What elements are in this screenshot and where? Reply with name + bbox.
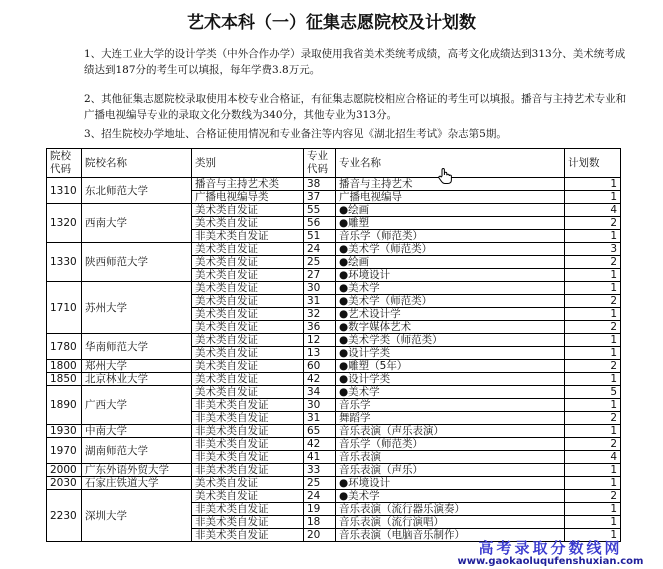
major-code-cell: 24	[304, 490, 336, 503]
category-cell: 美术类自发证	[192, 269, 304, 282]
school-code-cell: 2230	[47, 490, 82, 542]
category-cell: 非美术类自发证	[192, 451, 304, 464]
header-major-code: 专业代码	[304, 149, 336, 178]
category-cell: 美术类自发证	[192, 282, 304, 295]
category-cell: 非美术类自发证	[192, 230, 304, 243]
header-school-code: 院校代码	[47, 149, 82, 178]
plan-cell: 2	[565, 490, 621, 503]
school-name-cell: 华南师范大学	[82, 334, 192, 360]
category-cell: 播音与主持艺术类	[192, 178, 304, 191]
major-code-cell: 37	[304, 191, 336, 204]
note-3: 3、招生院校办学地址、合格证使用情况和专业备注等内容见《湖北招生考试》杂志第5期。	[84, 128, 507, 140]
note-2: 2、其他征集志愿院校录取使用本校专业合格证，有征集志愿院校相应合格证的考生可以填报。播音与主持艺术专业和广播电视编导专业的录取文化分数线为340分，其他专业为313分。	[84, 93, 627, 121]
table-row	[47, 282, 621, 295]
school-code-cell: 1800	[47, 360, 82, 373]
major-code-cell: 25	[304, 477, 336, 490]
major-code-cell: 32	[304, 308, 336, 321]
major-name-cell: ●绘画	[336, 204, 565, 217]
plan-cell: 1	[565, 529, 621, 542]
major-name-cell: ●美术学	[336, 490, 565, 503]
plan-cell: 3	[565, 243, 621, 256]
major-code-cell: 41	[304, 451, 336, 464]
watermark	[438, 540, 663, 568]
school-name-cell: 中南大学	[82, 425, 192, 438]
plan-cell: 2	[565, 412, 621, 425]
category-cell: 美术类自发证	[192, 490, 304, 503]
category-cell: 美术类自发证	[192, 217, 304, 230]
major-code-cell: 56	[304, 217, 336, 230]
major-name-cell: 音乐学（师范类）	[336, 230, 565, 243]
table-row	[47, 178, 621, 191]
school-code-cell: 1890	[47, 386, 82, 425]
major-code-cell: 25	[304, 256, 336, 269]
table-row	[47, 373, 621, 386]
plan-cell: 1	[565, 425, 621, 438]
major-name-cell: 音乐表演（流行演唱）	[336, 516, 565, 529]
major-code-cell: 60	[304, 360, 336, 373]
major-name-cell: 舞蹈学	[336, 412, 565, 425]
major-code-cell: 34	[304, 386, 336, 399]
table-body	[47, 178, 621, 542]
category-cell: 广播电视编导类	[192, 191, 304, 204]
major-name-cell: ●艺术设计学	[336, 308, 565, 321]
category-cell: 美术类自发证	[192, 386, 304, 399]
major-code-cell: 12	[304, 334, 336, 347]
school-code-cell: 1330	[47, 243, 82, 282]
major-code-cell: 31	[304, 412, 336, 425]
plan-cell: 2	[565, 295, 621, 308]
major-name-cell: 播音与主持艺术	[336, 178, 565, 191]
major-code-cell: 38	[304, 178, 336, 191]
category-cell: 非美术类自发证	[192, 399, 304, 412]
major-name-cell: ●环境设计	[336, 477, 565, 490]
plan-cell: 4	[565, 204, 621, 217]
header-school-name: 院校名称	[82, 149, 192, 178]
category-cell: 非美术类自发证	[192, 529, 304, 542]
category-cell: 非美术类自发证	[192, 516, 304, 529]
plan-cell: 2	[565, 217, 621, 230]
major-name-cell: 音乐学	[336, 399, 565, 412]
major-name-cell: ●美术学	[336, 282, 565, 295]
plan-cell: 1	[565, 477, 621, 490]
school-code-cell: 1320	[47, 204, 82, 243]
major-code-cell: 33	[304, 464, 336, 477]
major-name-cell: ●美术学（师范类）	[336, 243, 565, 256]
school-name-cell: 苏州大学	[82, 282, 192, 334]
school-code-cell: 2030	[47, 477, 82, 490]
school-code-cell: 1850	[47, 373, 82, 386]
major-code-cell: 27	[304, 269, 336, 282]
table-row	[47, 334, 621, 347]
plan-cell: 2	[565, 360, 621, 373]
school-name-cell: 深圳大学	[82, 490, 192, 542]
major-code-cell: 55	[304, 204, 336, 217]
school-name-cell: 郑州大学	[82, 360, 192, 373]
school-name-cell: 北京林业大学	[82, 373, 192, 386]
table-row	[47, 425, 621, 438]
major-code-cell: 20	[304, 529, 336, 542]
major-code-cell: 65	[304, 425, 336, 438]
school-name-cell: 石家庄铁道大学	[82, 477, 192, 490]
plan-cell: 1	[565, 503, 621, 516]
category-cell: 非美术类自发证	[192, 464, 304, 477]
watermark-url: www.gaokaoluqufenshuxian.com	[457, 556, 644, 567]
header-category: 类别	[192, 149, 304, 178]
plan-cell: 5	[565, 386, 621, 399]
note-1: 1、大连工业大学的设计学类（中外合作办学）录取使用我省美术类统考成绩，高考文化成绩达到313分、美术统考成绩达到187分的考生可以填报，每年学费3.8万元。	[84, 48, 626, 76]
category-cell: 美术类自发证	[192, 295, 304, 308]
plan-cell: 1	[565, 516, 621, 529]
major-code-cell: 30	[304, 399, 336, 412]
major-name-cell: ●环境设计	[336, 269, 565, 282]
table-row	[47, 490, 621, 503]
header-major-name: 专业名称	[336, 149, 565, 178]
major-name-cell: ●设计学类	[336, 347, 565, 360]
major-code-cell: 18	[304, 516, 336, 529]
plan-cell: 1	[565, 464, 621, 477]
table-row	[47, 438, 621, 451]
category-cell: 非美术类自发证	[192, 425, 304, 438]
table-row	[47, 243, 621, 256]
plan-cell: 4	[565, 451, 621, 464]
major-name-cell: ●美术学	[336, 386, 565, 399]
major-name-cell: ●美术学（师范类）	[336, 295, 565, 308]
major-code-cell: 51	[304, 230, 336, 243]
plan-cell: 1	[565, 347, 621, 360]
major-name-cell: 音乐表演（电脑音乐制作）	[336, 529, 565, 542]
major-name-cell: ●绘画	[336, 256, 565, 269]
school-name-cell: 陕西师范大学	[82, 243, 192, 282]
plan-cell: 1	[565, 334, 621, 347]
plan-cell: 1	[565, 373, 621, 386]
school-code-cell: 1310	[47, 178, 82, 204]
header-plan: 计划数	[565, 149, 621, 178]
major-code-cell: 42	[304, 373, 336, 386]
school-code-cell: 2000	[47, 464, 82, 477]
major-code-cell: 42	[304, 438, 336, 451]
school-code-cell: 1970	[47, 438, 82, 464]
category-cell: 美术类自发证	[192, 347, 304, 360]
category-cell: 美术类自发证	[192, 477, 304, 490]
table-row	[47, 204, 621, 217]
category-cell: 美术类自发证	[192, 360, 304, 373]
category-cell: 美术类自发证	[192, 204, 304, 217]
plan-cell: 1	[565, 282, 621, 295]
table-row	[47, 360, 621, 373]
major-name-cell: ●数字媒体艺术	[336, 321, 565, 334]
plan-cell: 1	[565, 230, 621, 243]
major-code-cell: 36	[304, 321, 336, 334]
plan-cell: 2	[565, 438, 621, 451]
major-name-cell: ●雕塑	[336, 217, 565, 230]
school-name-cell: 广东外语外贸大学	[82, 464, 192, 477]
major-name-cell: 音乐表演（流行器乐演奏）	[336, 503, 565, 516]
major-name-cell: ●设计学类	[336, 373, 565, 386]
category-cell: 美术类自发证	[192, 373, 304, 386]
category-cell: 非美术类自发证	[192, 503, 304, 516]
major-code-cell: 31	[304, 295, 336, 308]
school-name-cell: 湖南师范大学	[82, 438, 192, 464]
category-cell: 美术类自发证	[192, 321, 304, 334]
plan-cell: 1	[565, 399, 621, 412]
major-code-cell: 24	[304, 243, 336, 256]
major-name-cell: 音乐表演	[336, 451, 565, 464]
category-cell: 美术类自发证	[192, 308, 304, 321]
category-cell: 美术类自发证	[192, 256, 304, 269]
school-name-cell: 西南大学	[82, 204, 192, 243]
hand-pointer-icon	[436, 167, 454, 185]
major-name-cell: ●美术学类（师范类）	[336, 334, 565, 347]
major-code-cell: 19	[304, 503, 336, 516]
category-cell: 非美术类自发证	[192, 412, 304, 425]
major-name-cell: 音乐表演（声乐表演）	[336, 425, 565, 438]
plan-cell: 1	[565, 191, 621, 204]
school-code-cell: 1930	[47, 425, 82, 438]
table-row	[47, 464, 621, 477]
plan-cell: 1	[565, 178, 621, 191]
major-name-cell: 广播电视编导	[336, 191, 565, 204]
school-name-cell: 广西大学	[82, 386, 192, 425]
major-name-cell: 音乐学（师范类）	[336, 438, 565, 451]
major-name-cell: 音乐表演（声乐）	[336, 464, 565, 477]
plan-table	[46, 148, 621, 542]
category-cell: 非美术类自发证	[192, 438, 304, 451]
plan-cell: 1	[565, 269, 621, 282]
plan-cell: 2	[565, 256, 621, 269]
category-cell: 美术类自发证	[192, 243, 304, 256]
major-code-cell: 30	[304, 282, 336, 295]
watermark-text: 高考录取分数线网	[478, 539, 623, 557]
plan-cell: 1	[565, 308, 621, 321]
page-title: 艺术本科（一）征集志愿院校及计划数	[187, 13, 476, 33]
category-cell: 美术类自发证	[192, 334, 304, 347]
table-row	[47, 477, 621, 490]
plan-cell: 2	[565, 321, 621, 334]
major-name-cell: ●雕塑（5年）	[336, 360, 565, 373]
table-header-row	[47, 149, 621, 178]
table-row	[47, 386, 621, 399]
school-code-cell: 1780	[47, 334, 82, 360]
major-code-cell: 13	[304, 347, 336, 360]
school-name-cell: 东北师范大学	[82, 178, 192, 204]
school-code-cell: 1710	[47, 282, 82, 334]
